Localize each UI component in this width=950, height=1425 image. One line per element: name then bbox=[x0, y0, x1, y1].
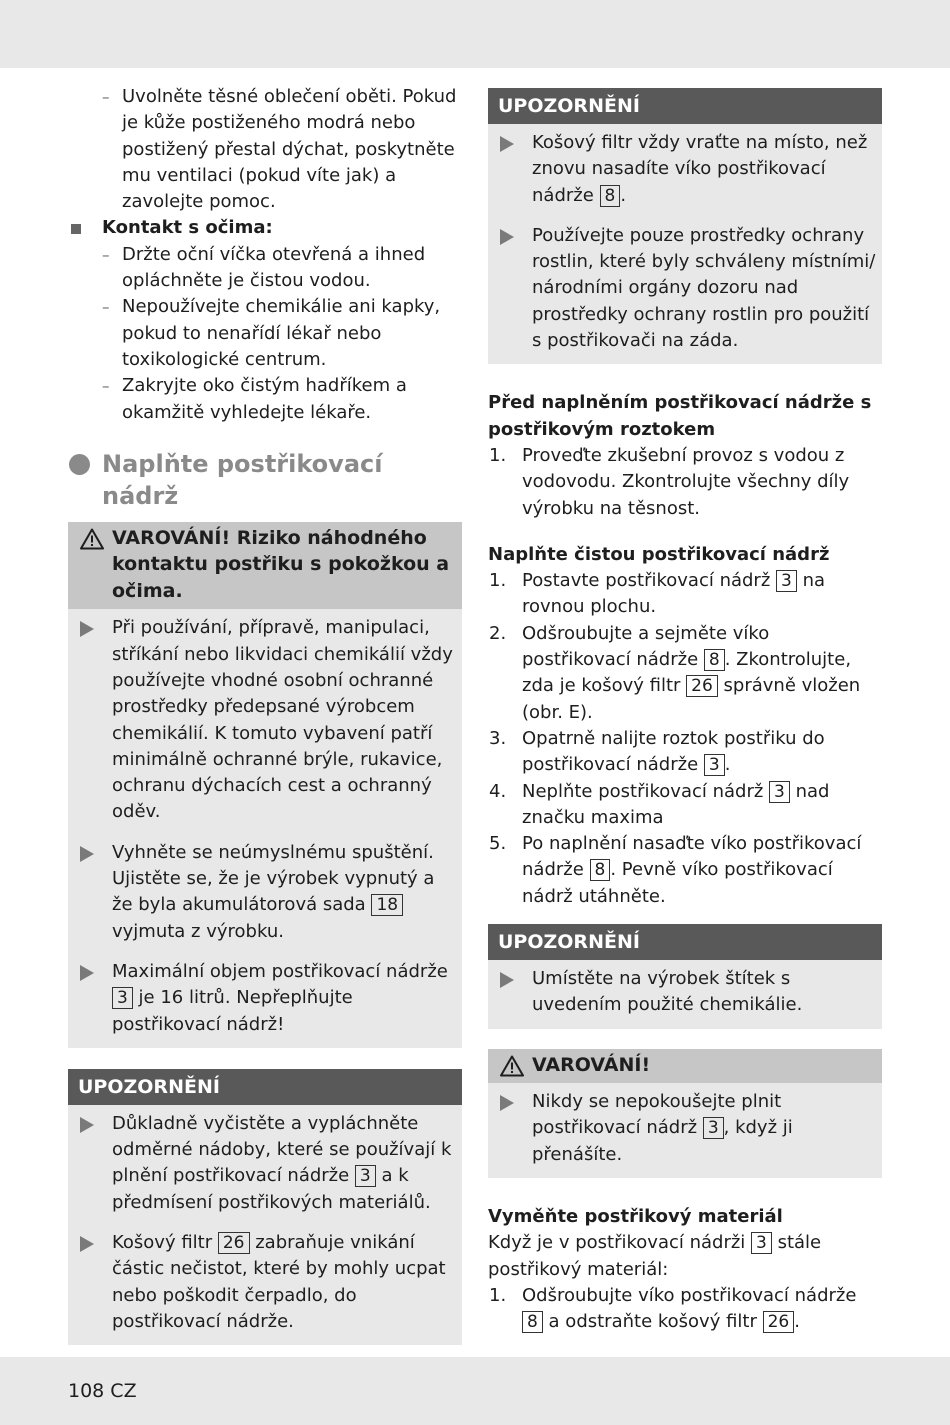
part-reference: 3 bbox=[751, 1232, 772, 1254]
circle-bullet-icon bbox=[69, 454, 90, 475]
list-item: 1. Odšroubujte víko postřikovací nádrže 8 a odstraňte košový filtr 26 . bbox=[489, 1284, 857, 1333]
notice-box bbox=[488, 88, 882, 364]
part-reference: 8 bbox=[522, 1311, 543, 1333]
part-reference: 3 bbox=[703, 1117, 724, 1139]
part-reference: 3 bbox=[112, 987, 133, 1009]
notice-box bbox=[68, 1069, 462, 1345]
part-reference: 8 bbox=[590, 859, 611, 881]
part-reference: 18 bbox=[371, 894, 403, 916]
list-item: Košový filtr vždy vraťte na místo, než znovu nasadíte víko postřikovací nádrže 8 . bbox=[488, 126, 882, 213]
warning-box-header: VAROVÁNÍ! Riziko náhodného kontaktu postřiku s pokožkou a očima. bbox=[68, 522, 462, 610]
square-bullet-icon bbox=[71, 224, 81, 234]
list-item: – Zakryjte oko čistým hadříkem a okamžitě vyhledejte lékaře. bbox=[68, 373, 462, 426]
list-item: Při používání, přípravě, manipulaci, stříkání nebo likvidaci chemikálií vždy používejte vhodné osobní ochranné prostředky předepsané výrobcem chemikálií. K tomuto vybavení patří minimálně ochranné brýle, rukavice, ochranu dýchacích cest a ochranný oděv. bbox=[68, 611, 462, 829]
triangle-bullet-icon bbox=[80, 1117, 94, 1133]
section-title: Naplňte postřikovací nádrž bbox=[68, 448, 462, 512]
subsection-title: Před naplněním postřikovací nádrže s postřikovým roztokem bbox=[488, 392, 872, 440]
part-reference: 26 bbox=[218, 1232, 250, 1254]
list-item: 4. Neplňte postřikovací nádrž 3 nad značku maxima bbox=[489, 780, 830, 828]
list-item: 1. Proveďte zkušební provoz s vodou z vodovodu. Zkontrolujte všechny díly výrobku na těsnost. bbox=[489, 444, 850, 519]
notice-box bbox=[488, 924, 882, 1029]
triangle-bullet-icon bbox=[80, 846, 94, 862]
part-reference: 26 bbox=[763, 1311, 795, 1333]
subsection-title: Vyměňte postřikový materiál bbox=[488, 1206, 783, 1227]
triangle-bullet-icon bbox=[80, 965, 94, 981]
triangle-bullet-icon bbox=[80, 1236, 94, 1252]
list-item: 1. Postavte postřikovací nádrž 3 na rovnou plochu. bbox=[489, 570, 826, 618]
triangle-bullet-icon bbox=[80, 621, 94, 637]
subsection-title: Naplňte čistou postřikovací nádrž bbox=[488, 543, 830, 565]
list-item: 3. Opatrně nalijte roztok postřiku do postřikovací nádrže 3 . bbox=[489, 727, 825, 776]
warning-box bbox=[68, 522, 462, 1048]
warning-triangle-icon bbox=[80, 528, 104, 550]
notice-box-header: UPOZORNĚNÍ bbox=[488, 88, 882, 124]
part-reference: 26 bbox=[686, 675, 718, 697]
triangle-bullet-icon bbox=[500, 229, 514, 245]
right-column bbox=[488, 88, 882, 1335]
page-number: 108 CZ bbox=[68, 1380, 137, 1402]
list-item: 5. Po naplnění nasaďte víko postřikovací nádrže 8 . Pevně víko postřikovací nádrž utáhněte. bbox=[489, 833, 862, 907]
list-item: – Uvolněte těsné oblečení oběti. Pokud je kůže postiženého modrá nebo postižený přestal dýchat, poskytněte mu ventilaci (pokud víte jak) a zavolejte pomoc. bbox=[68, 84, 462, 215]
list-item: – Držte oční víčka otevřená a ihned opláchněte je čistou vodou. bbox=[68, 242, 462, 295]
notice-box-header: UPOZORNĚNÍ bbox=[488, 924, 882, 960]
part-reference: 8 bbox=[600, 185, 621, 207]
list-item: Používejte pouze prostředky ochrany rostlin, které byly schváleny místními/ národními orgány dozoru nad prostředky ochrany rostlin pro použití s postřikovači na záda. bbox=[488, 219, 882, 358]
list-item: Košový filtr 26 zabraňuje vnikání částic nečistot, které by mohly ucpat nebo poškodit čerpadlo, do postřikovací nádrže. bbox=[68, 1226, 462, 1339]
notice-box-header: UPOZORNĚNÍ bbox=[68, 1069, 462, 1105]
part-reference: 3 bbox=[776, 570, 797, 592]
list-item: Vyhněte se neúmyslnému spuštění. Ujistěte se, že je výrobek vypnutý a že byla akumulátorová sada 18 vyjmuta z výrobku. bbox=[68, 836, 462, 949]
part-reference: 3 bbox=[355, 1165, 376, 1187]
triangle-bullet-icon bbox=[500, 1095, 514, 1111]
list-item: Nikdy se nepokoušejte plnit postřikovací nádrž 3 , když ji přenášíte. bbox=[488, 1085, 882, 1172]
left-column bbox=[68, 84, 462, 1345]
warning-box-header: VAROVÁNÍ! bbox=[488, 1049, 882, 1084]
list-item: Umístěte na výrobek štítek s uvedením použité chemikálie. bbox=[488, 962, 882, 1023]
top-bar bbox=[0, 0, 950, 68]
eye-contact-heading: Kontakt s očima: bbox=[68, 215, 462, 241]
part-reference: 3 bbox=[704, 754, 725, 776]
warning-box bbox=[488, 1049, 882, 1178]
list-item: Maximální objem postřikovací nádrže 3 je 16 litrů. Nepřeplňujte postřikovací nádrž! bbox=[68, 955, 462, 1042]
triangle-bullet-icon bbox=[500, 136, 514, 152]
triangle-bullet-icon bbox=[500, 972, 514, 988]
list-item: – Nepoužívejte chemikálie ani kapky, pokud to nenařídí lékař nebo toxikologické centrum. bbox=[68, 294, 462, 373]
list-item: Důkladně vyčistěte a vypláchněte odměrné nádoby, které se používají k plnění postřikovací nádrže 3 a k předmísení postřikových materiálů. bbox=[68, 1107, 462, 1220]
part-reference: 8 bbox=[704, 649, 725, 671]
paragraph: Když je v postřikovací nádrži 3 stále postřikový materiál: bbox=[488, 1232, 822, 1280]
list-item: 2. Odšroubujte a sejměte víko postřikovací nádrže 8 . Zkontrolujte, zda je košový filtr 26 správně vložen (obr. E). bbox=[489, 622, 861, 723]
warning-triangle-icon bbox=[500, 1055, 524, 1077]
part-reference: 3 bbox=[769, 781, 790, 803]
footer-bar bbox=[0, 1357, 950, 1425]
